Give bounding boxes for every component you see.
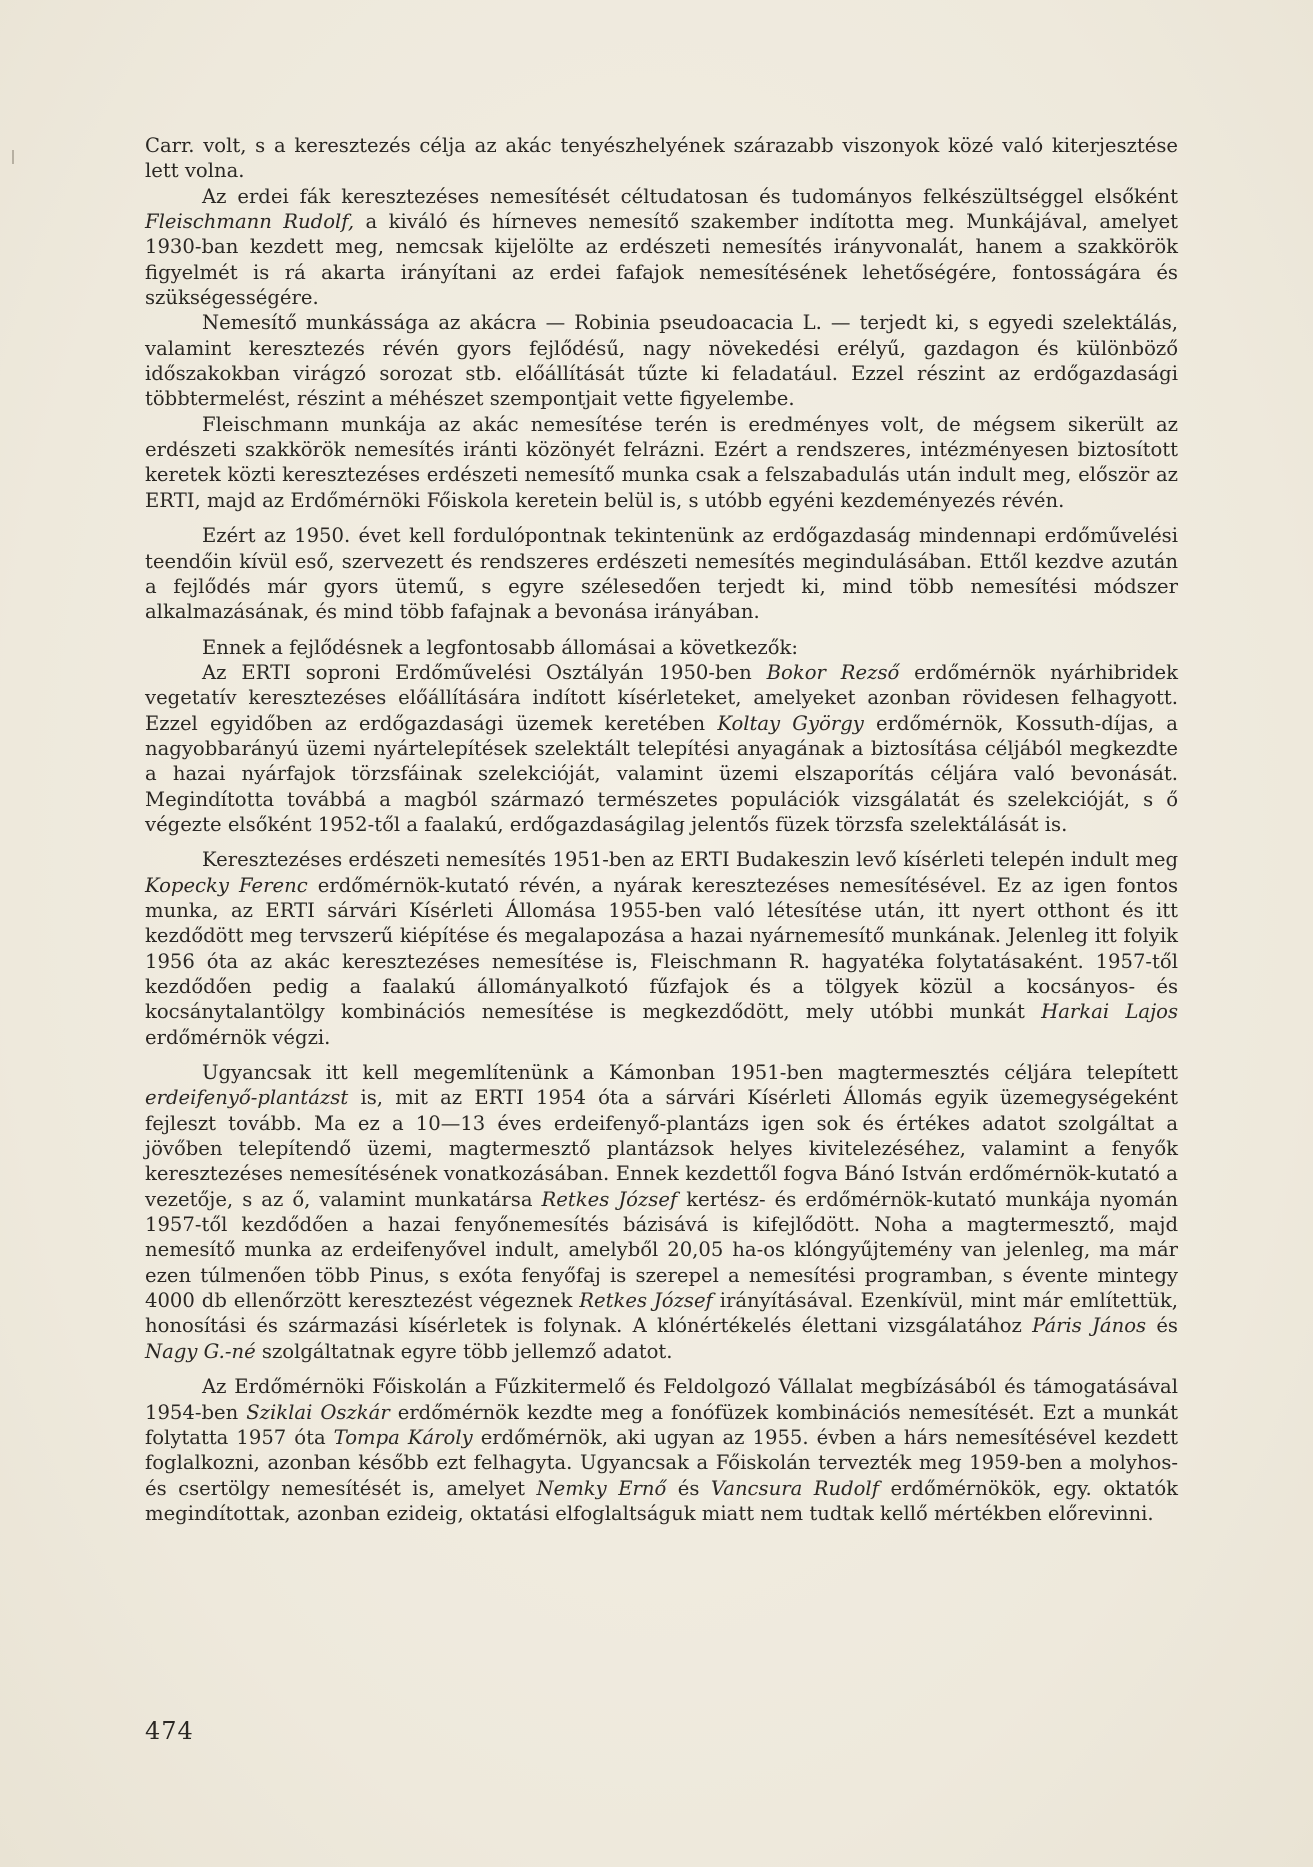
text-run: Az Erdőmérnöki Főiskolán a Fűzkitermelő és Feldolgozó Vállalat megbízásából és támogatásával 1954-ben	[145, 1375, 1178, 1424]
italic-name: Kopecky Ferenc	[145, 873, 308, 897]
italic-name: Fleischmann Rudolf,	[145, 210, 355, 234]
text-run: Az erdei fák keresztezéses nemesítését céltudatosan és tudományos felkészültséggel elsőként	[202, 184, 1178, 208]
italic-name: Sziklai Oszkár	[246, 1400, 390, 1424]
text-run: irányításával. Ezenkívül, mint már említettük, honosítási és származási kísérletek is folynak. A klónértékelés élettani vizsgálatához	[145, 1289, 1178, 1338]
text-run: Keresztezéses erdészeti nemesítés 1951-ben az ERTI Budakeszin levő kísérleti telepén indult meg	[202, 848, 1178, 872]
text-run: erdőmérnök kezdte meg a fonófüzek kombinációs nemesítését. Ezt a munkát folytatta 1957 óta	[145, 1400, 1178, 1449]
text-run: kertész- és erdőmérnök-kutató munkája nyomán 1957-től kezdődően a hazai fenyőnemesítés bázisává is kifejlődött. Noha a magtermesztő, majd nemesítő munka az erdeifenyővel indult, amelyből 20,05 ha-os klóngyűjtemény van jelenleg, ma már ezen túlmenően több Pinus, s exóta fenyőfaj is szerepel a nemesítési programban, s évente mintegy 4000 db ellenőrzött keresztezést végeznek	[145, 1187, 1178, 1313]
text-run: Ezért az 1950. évet kell fordulópontnak tekintenünk az erdőgazdaság mindennapi erdőművelési teendőin kívül eső, szervezett és rendszeres erdészeti nemesítés megindulásában. Ettől kezdve azután a fejlődés már gyors ütemű, s egyre szélesedően terjedt ki, mind több nemesítési módszer alkalmazásának, és mind több fafajnak a bevonása irányában.	[145, 524, 1178, 624]
paragraph	[145, 1060, 1178, 1364]
paragraph	[145, 523, 1178, 624]
text-run: erdőmérnök végzi.	[145, 1025, 331, 1049]
paragraph	[145, 660, 1178, 837]
text-run: Ugyancsak itt kell megemlítenünk a Kámonban 1951-ben magtermesztés céljára telepített	[202, 1061, 1178, 1085]
italic-name: Nemky Ernő	[536, 1476, 667, 1500]
text-run: Nemesítő munkássága az akácra — Robinia pseudoacacia L. — terjedt ki, s egyedi szelektálás, valamint keresztezés révén gyors fejlődésű, nagy növekedési erélyű, gazdagon és különböző időszakokban virágzó sorozat stb. előállítását tűzte ki feladatául. Ezzel részint az erdőgazdasági többtermelést, részint a méhészet szempontjait vette figyelembe.	[145, 311, 1178, 411]
text-run: Carr. volt, s a keresztezés célja az akác tenyészhelyének szárazabb viszonyok közé való kiterjesztése lett volna.	[145, 134, 1178, 183]
text-run: erdőmérnök, aki ugyan az 1955. évben a hárs nemesítésével kezdett foglalkozni, azonban később ezt felhagyta. Ugyancsak a Főiskolán tervezték meg 1959-ben a molyhos- és csertölgy nemesítését is, amelyet	[145, 1425, 1178, 1500]
paragraph	[145, 635, 1178, 660]
text-run: erdőmérnök, Kossuth-díjas, a nagyobbarányú üzemi nyártelepítések szelektált telepítési anyagának a biztosítása céljából megkezdte a hazai nyárfajok törzsfáinak szelekcióját, valamint üzemi elszaporítás céljára való bevonását. Megindította továbbá a magból származó természetes populációk vizsgálatát és szelekcióját, s ő végezte elsőként 1952-től a faalakú, erdőgazdaságilag jelentős füzek törzsfa szelektálását is.	[145, 711, 1178, 836]
text-run: és	[1146, 1314, 1178, 1338]
italic-name: erdeifenyő-plantázst	[145, 1086, 349, 1110]
text-run: és	[666, 1476, 711, 1500]
text-run: erdőmérnök-kutató révén, a nyárak keresztezéses nemesítésével. Ez az igen fontos munka, az ERTI sárvári Kísérleti Állomása 1955-ben való létesítése után, itt nyert otthont és itt kezdődött meg tervszerű kiépítése és megalapozása a hazai nyárnemesítő munkának. Jelenleg itt folyik 1956 óta az akác keresztezéses nemesítése is, Fleischmann R. hagyatéka folytatásaként. 1957-től kezdődően pedig a faalakú állományalkotó fűzfajok és a tölgyek közül a kocsányos- és kocsánytalantölgy kombinációs nemesítése is megkezdődött, mely utóbbi munkát	[145, 873, 1178, 1024]
body-text	[145, 133, 1178, 1526]
paragraph	[145, 184, 1178, 311]
text-run: Ennek a fejlődésnek a legfontosabb állomásai a következők:	[202, 635, 799, 659]
text-run: is, mit az ERTI 1954 óta a sárvári Kísérleti Állomás egyik üzemegységeként fejleszt tovább. Ma ez a 10—13 éves erdeifenyő-plantázs igen sok és értékes adatot szolgáltat a jövőben telepítendő üzemi, magtermesztő plantázsok helyes kivitelezéséhez, valamint a fenyők keresztezéses nemesítésének vonatkozásában. Ennek kezdettől fogva Bánó István erdőmérnök-kutató a vezetője, s az ő, valamint munkatársa	[145, 1086, 1178, 1211]
italic-name: Tompa Károly	[333, 1425, 473, 1449]
paragraph	[145, 412, 1178, 513]
italic-name: Koltay György	[717, 711, 864, 735]
italic-name: Bokor Rezső	[766, 660, 900, 684]
paragraph	[145, 1374, 1178, 1526]
text-run: Fleischmann munkája az akác nemesítése terén is eredményes volt, de mégsem sikerült az erdészeti szakkörök nemesítés iránti közönyét felrázni. Ezért a rendszeres, intézményesen biztosított keretek közti keresztezéses erdészeti nemesítő munka csak a felszabadulás után indult meg, először az ERTI, majd az Erdőmérnöki Főiskola keretein belül is, s utóbb egyéni kezdeményezés révén.	[145, 412, 1178, 512]
italic-name: Retkes József	[541, 1187, 678, 1211]
margin-mark	[12, 150, 14, 164]
text-run: Az ERTI soproni Erdőművelési Osztályán 1950-ben	[202, 660, 767, 684]
text-run: a kiváló és hírneves nemesítő szakember indította meg. Munkájával, amelyet 1930-ban kezdett meg, nemcsak kijelölte az erdészeti nemesítés irányvonalát, hanem a szakkörök figyelmét is rá akarta irányítani az erdei fafajok nemesítésének lehetőségére, fontosságára és szükségességére.	[145, 210, 1179, 310]
italic-name: Nagy G.-né	[145, 1339, 256, 1363]
page-number: 474	[145, 1717, 194, 1745]
text-run: erdőmérnökök, egy. oktatók megindítottak, azonban ezideig, oktatási elfoglaltságuk miatt nem tudtak kellő mértékben előrevinni.	[145, 1476, 1179, 1525]
italic-name: Páris János	[1032, 1314, 1147, 1338]
italic-name: Retkes József	[579, 1289, 713, 1313]
paragraph	[145, 133, 1178, 184]
italic-name: Harkai Lajos	[1041, 1000, 1178, 1024]
paragraph	[145, 847, 1178, 1050]
text-run: erdőmérnök nyárhibridek vegetatív keresztezéses előállítására indított kísérleteket, amelyeket azonban rövidesen felhagyott. Ezzel egyidőben az erdőgazdasági üzemek keretében	[145, 660, 1178, 735]
paragraph	[145, 310, 1178, 411]
text-run: szolgáltatnak egyre több jellemző adatot.	[255, 1339, 673, 1363]
italic-name: Vancsura Rudolf	[710, 1476, 879, 1500]
